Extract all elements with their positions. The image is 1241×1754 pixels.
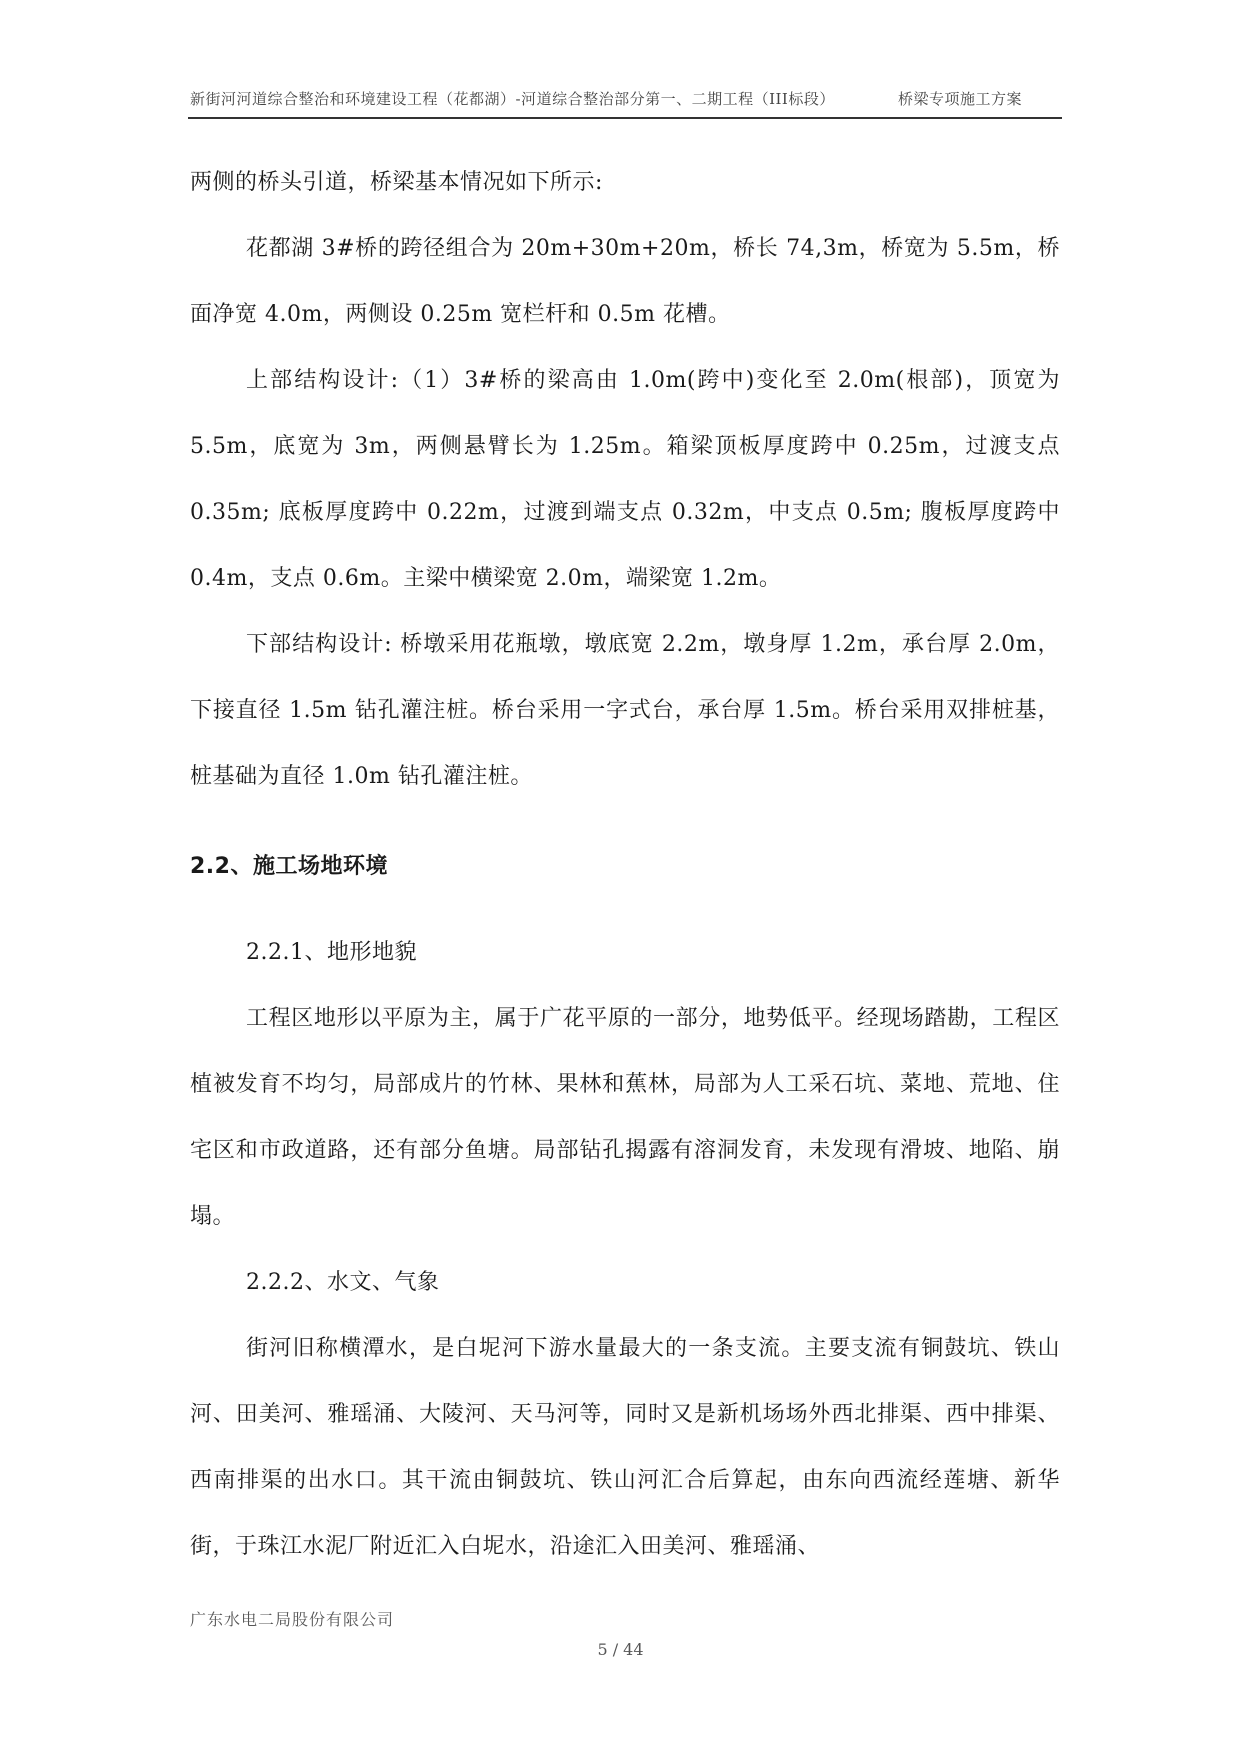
paragraph-bridge-overview: 花都湖 3#桥的跨径组合为 20m+30m+20m，桥长 74,3m，桥宽为 5.5m，桥面净宽 4.0m，两侧设 0.25m 宽栏杆和 0.5m 花槽。 <box>190 236 1060 327</box>
subsection-heading-hydrology: 2.2.2、水文、气象 <box>246 1270 440 1295</box>
footer-company: 广东水电二局股份有限公司 <box>190 1610 395 1629</box>
section-heading: 2.2、施工场地环境 <box>190 854 388 879</box>
paragraph-superstructure: 上部结构设计:（1）3#桥的梁高由 1.0m(跨中)变化至 2.0m(根部)，顶宽为 5.5m，底宽为 3m，两侧悬臂长为 1.25m。箱梁顶板厚度跨中 0.25m，过渡支点 0.35m; 底板厚度跨中 0.22m，过渡到端支点 0.32m，中支点 0.5m; 腹板厚度跨中 0.4m，支点 0.6m。主梁中横梁宽 2.0m，端梁宽 1.2m。 <box>190 368 1060 591</box>
page-body <box>190 150 1060 1580</box>
header-divider <box>188 117 1062 119</box>
paragraph-continuation: 两侧的桥头引道，桥梁基本情况如下所示: <box>190 170 603 195</box>
page-header <box>190 88 1060 109</box>
page-number: 5 / 44 <box>597 1640 644 1659</box>
subsection-heading-terrain: 2.2.1、地形地貌 <box>246 940 417 965</box>
paragraph-hydrology: 街河旧称横潭水，是白坭河下游水量最大的一条支流。主要支流有铜鼓坑、铁山河、田美河、雅瑶涌、大陵河、天马河等，同时又是新机场场外西北排渠、西中排渠、西南排渠的出水口。其干流由铜鼓坑、铁山河汇合后算起，由东向西流经莲塘、新华街，于珠江水泥厂附近汇入白坭水，沿途汇入田美河、雅瑶涌、 <box>190 1336 1060 1559</box>
paragraph-terrain: 工程区地形以平原为主，属于广花平原的一部分，地势低平。经现场踏勘，工程区植被发育不均匀，局部成片的竹林、果林和蕉林，局部为人工采石坑、菜地、荒地、住宅区和市政道路，还有部分鱼塘。局部钻孔揭露有溶洞发育，未发现有滑坡、地陷、崩塌。 <box>190 1006 1060 1229</box>
header-doc-title: 桥梁专项施工方案 <box>898 90 1023 108</box>
paragraph-substructure: 下部结构设计: 桥墩采用花瓶墩，墩底宽 2.2m，墩身厚 1.2m，承台厚 2.0m，下接直径 1.5m 钻孔灌注桩。桥台采用一字式台，承台厚 1.5m。桥台采用双排桩基，桩基础为直径 1.0m 钻孔灌注桩。 <box>190 632 1060 789</box>
header-project-title: 新街河河道综合整治和环境建设工程（花都湖）-河道综合整治部分第一、二期工程（III标段） <box>190 90 835 108</box>
